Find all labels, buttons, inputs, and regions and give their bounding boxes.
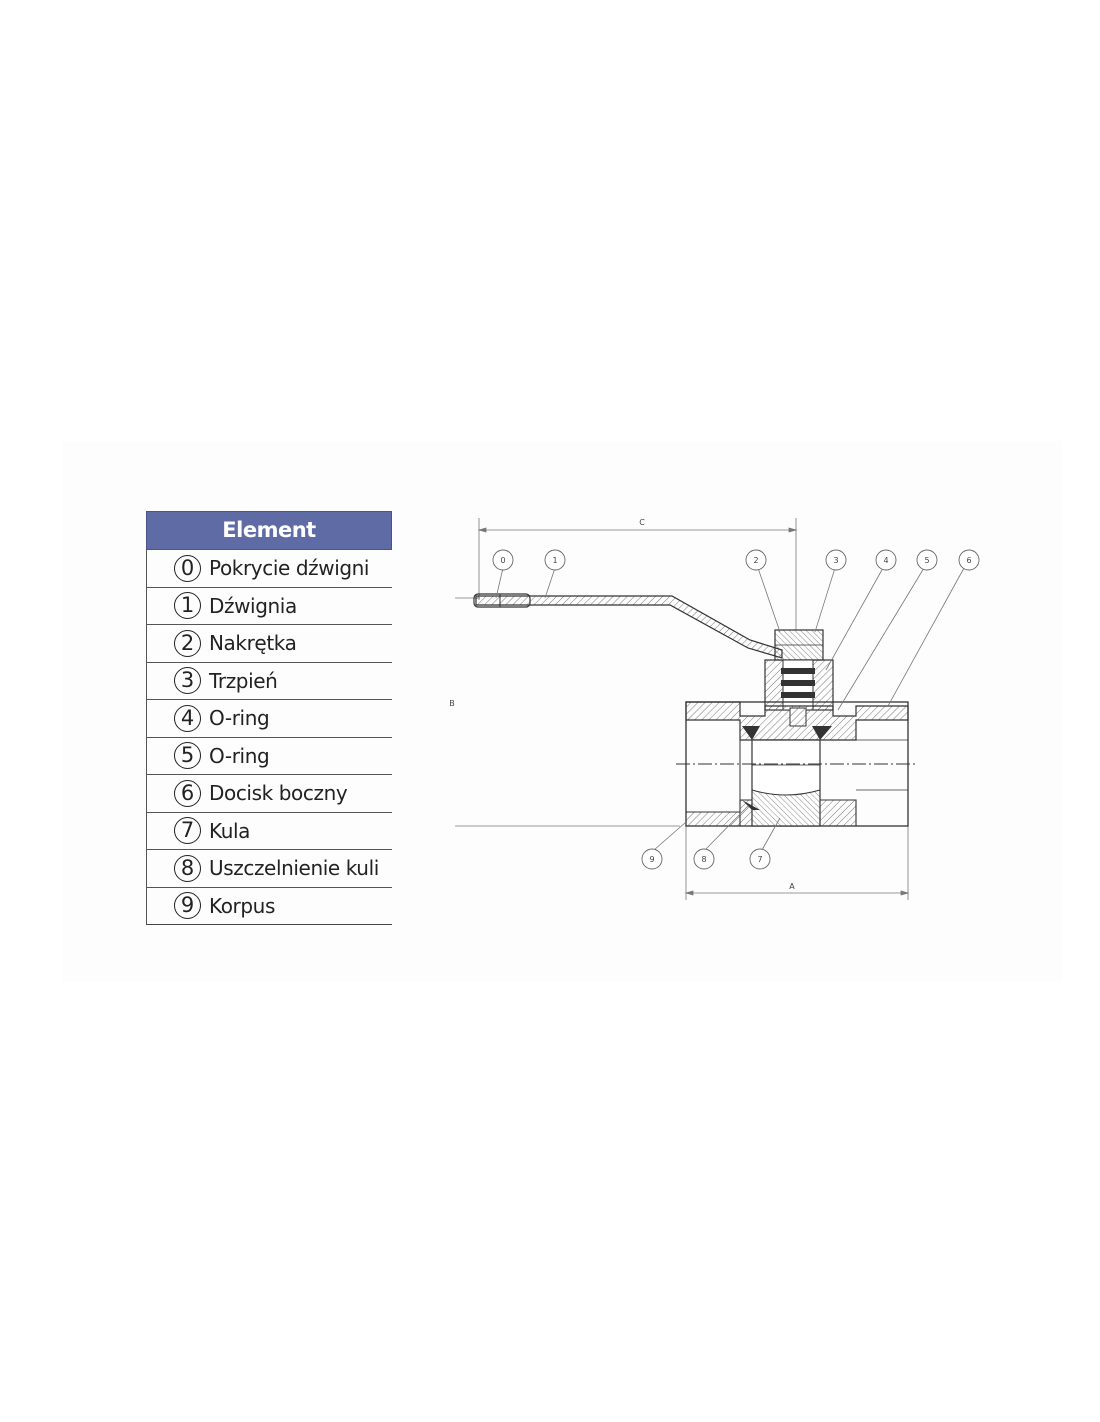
dimension-b-label: B bbox=[449, 699, 455, 708]
balloon-9-label: 9 bbox=[649, 855, 655, 864]
dimension-a-label: A bbox=[789, 882, 795, 891]
balloon-6-label: 6 bbox=[966, 556, 972, 565]
balloon-2-label: 2 bbox=[753, 556, 759, 565]
balloon-1-label: 1 bbox=[552, 556, 558, 565]
item-number-badge: 4 bbox=[174, 705, 201, 732]
item-label: Uszczelnienie kuli bbox=[209, 856, 379, 881]
dimension-b bbox=[455, 598, 680, 826]
item-number-badge: 5 bbox=[174, 742, 201, 769]
item-label: O-ring bbox=[209, 706, 270, 731]
item-number-badge: 8 bbox=[174, 855, 201, 882]
item-number-badge: 6 bbox=[174, 780, 201, 807]
stem-nut bbox=[775, 630, 823, 660]
balloon-0-label: 0 bbox=[500, 556, 506, 565]
balloon-7-label: 7 bbox=[757, 855, 763, 864]
item-number-badge: 9 bbox=[174, 892, 201, 919]
item-label: Kula bbox=[209, 818, 251, 843]
item-number-badge: 2 bbox=[174, 630, 201, 657]
item-label: Dźwignia bbox=[209, 593, 297, 618]
legend-header: Element bbox=[146, 511, 392, 550]
item-number-badge: 0 bbox=[174, 555, 201, 582]
balloon-3-label: 3 bbox=[833, 556, 839, 565]
dimension-c-label: C bbox=[639, 518, 645, 527]
item-label: Nakrętka bbox=[209, 631, 297, 656]
item-label: Trzpień bbox=[209, 668, 278, 693]
balloon-4-label: 4 bbox=[883, 556, 889, 565]
item-label: Docisk boczny bbox=[209, 781, 348, 806]
lever-handle bbox=[474, 594, 782, 658]
balloon-8-label: 8 bbox=[701, 855, 707, 864]
item-number-badge: 7 bbox=[174, 817, 201, 844]
item-label: O-ring bbox=[209, 743, 270, 768]
item-label: Korpus bbox=[209, 893, 275, 918]
dimension-c bbox=[479, 518, 796, 630]
item-number-badge: 1 bbox=[174, 592, 201, 619]
valve-ball bbox=[752, 740, 820, 826]
item-label: Pokrycie dźwigni bbox=[209, 556, 370, 581]
item-number-badge: 3 bbox=[174, 667, 201, 694]
balloon-5-label: 5 bbox=[924, 556, 930, 565]
